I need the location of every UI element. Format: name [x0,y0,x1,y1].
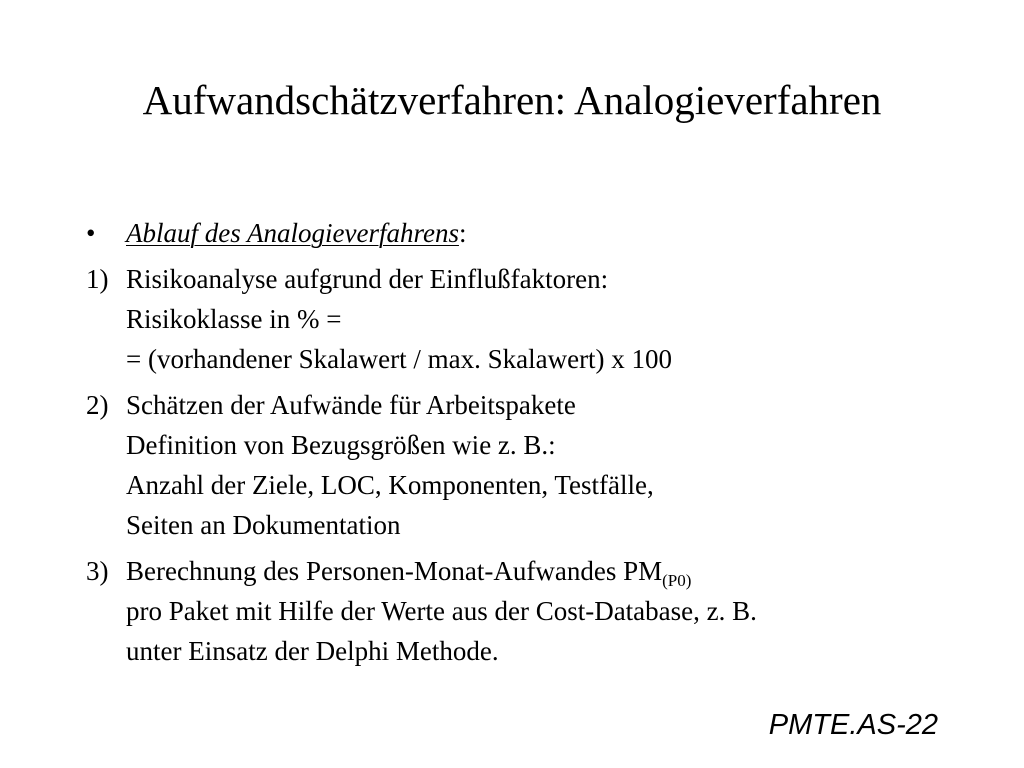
item-lines [126,259,672,379]
numbered-item-3 [86,551,986,671]
slide-title: Aufwandschätzverfahren: Analogieverfahren [142,77,882,123]
item-line: Risikoklasse in % = [126,304,342,334]
item-line: Risikoanalyse aufgrund der Einflußfaktoren: [126,264,609,294]
numbered-item-2 [86,385,986,545]
item-line-main: Berechnung des Personen-Monat-Aufwandes PM [126,556,663,586]
bullet-heading-suffix: : [458,218,467,248]
bullet-icon: • [86,218,96,248]
item-number: 1) [86,264,109,294]
item-line: unter Einsatz der Delphi Methode. [126,636,499,666]
item-number: 2) [86,390,109,420]
item-number: 3) [86,556,109,586]
bullet-heading-text: Ablauf des Analogieverfahrens [126,218,459,248]
bullet-item [86,213,986,253]
item-lines [126,385,654,545]
item-line: pro Paket mit Hilfe der Werte aus der Cost-Database, z. B. [126,596,757,626]
item-line: Definition von Bezugsgrößen wie z. B.: [126,430,556,460]
item-lines [126,551,757,671]
slide-content [86,213,986,671]
item-line [126,551,757,591]
item-line: Anzahl der Ziele, LOC, Komponenten, Testfälle, [126,470,654,500]
item-line: Schätzen der Aufwände für Arbeitspakete [126,390,576,420]
numbered-item-1 [86,259,986,379]
bullet-heading [126,213,466,253]
pm-subscript: (P0) [662,571,692,590]
slide-number: PMTE.AS-22 [768,709,938,741]
item-line: Seiten an Dokumentation [126,510,401,540]
item-line: = (vorhandener Skalawert / max. Skalawert) x 100 [126,344,673,374]
